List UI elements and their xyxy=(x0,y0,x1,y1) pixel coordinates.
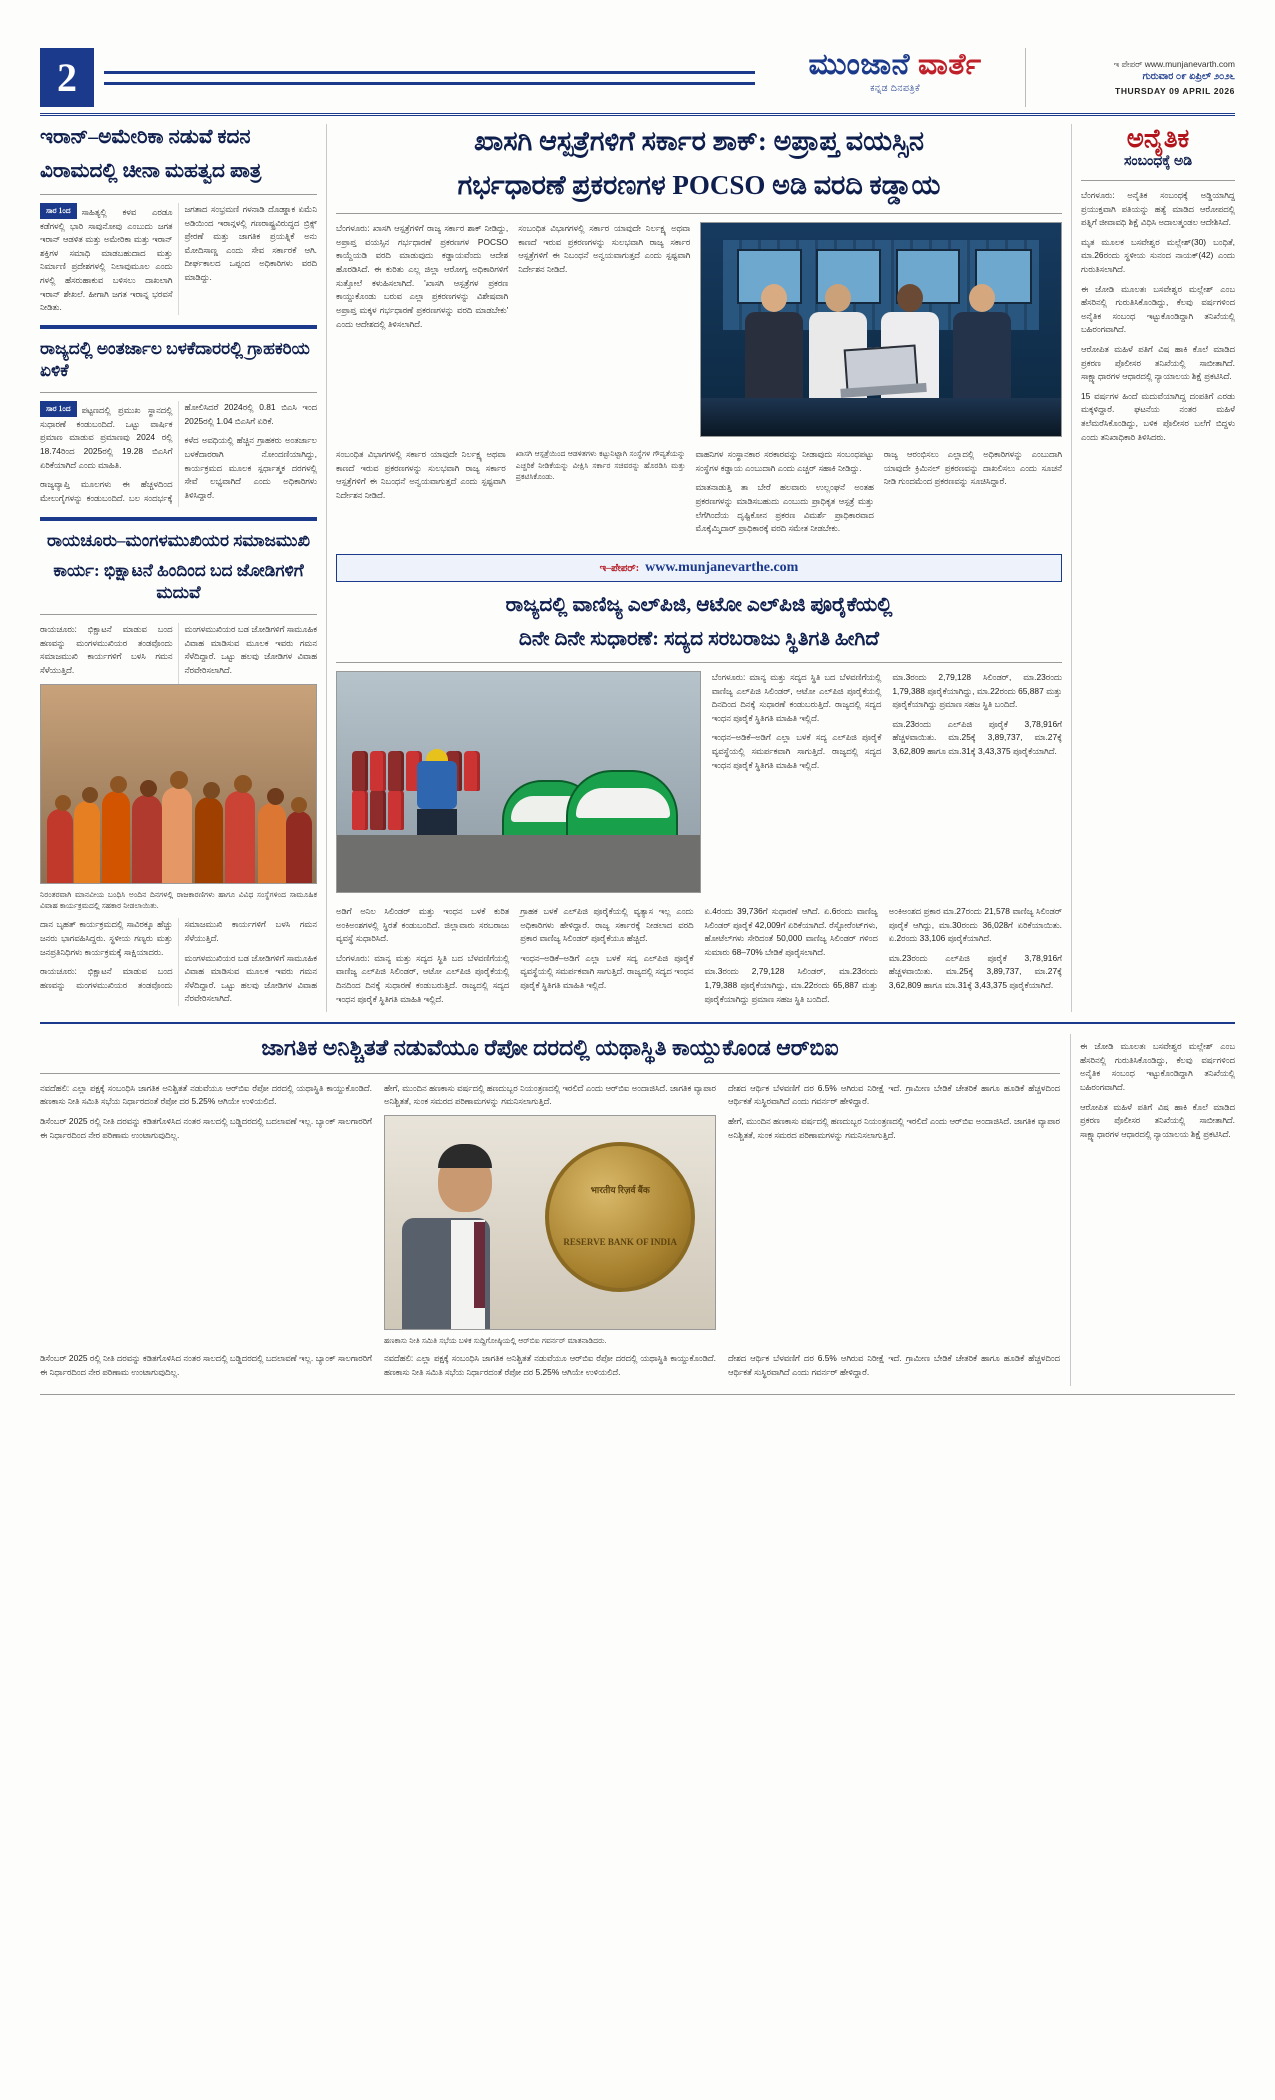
bottom-right-rail xyxy=(1071,1034,1235,1385)
lpg-col-1 xyxy=(712,671,882,898)
crowd-person xyxy=(286,811,312,883)
crowd-person xyxy=(47,809,73,883)
lpg-para-8: ಏ.4ರಂದು 39,736ಗೆ ಸುಧಾರಣೆ ಆಗಿದೆ. ಏ.6ರಂದು ವಾಣಿಜ್ಯ ಸಿಲಿಂಡರ್ ಪೂರೈಕೆ 42,009ಗೆ ಏರಿಕೆಯಾಗಿದೆ. ರೆಸ್ಟೋರೆಂಟ್‌ಗಳು, ಹೋಟೆಲ್‌ಗಳು ಸೇರಿದಂತೆ 50,000 ವಾಣಿಜ್ಯ ಸಿಲಿಂಡರ್ ಗಳಿಂದ ಸುಮಾರು 68–70% ಬೇಡಿಕೆ ಪೂರೈಸಲಾಗಿದೆ. xyxy=(704,905,878,957)
article-raichur xyxy=(40,530,317,1006)
rbi-para-2: ಡಿಸೆಂಬರ್ 2025 ರಲ್ಲಿ ನೀತಿ ದರವನ್ನು ಕಡಿತಗೊಳಿಸಿದ ನಂತರ ಸಾಲದಲ್ಲಿ ಬಡ್ಡಿದರದಲ್ಲಿ ಬದಲಾವಣೆ ಇಲ್ಲ. ಬ್ಯಾಂಕ್ ಸಾಲಗಾರರಿಗೆ ಈ ನಿರ್ಧಾರದಿಂದ ನೇರ ಪರಿಣಾಮ ಉಂಟಾಗುವುದಿಲ್ಲ. xyxy=(40,1115,372,1140)
person-head xyxy=(897,284,923,312)
ground xyxy=(337,835,700,892)
person-figure xyxy=(745,284,803,398)
crowd-head xyxy=(291,797,307,813)
divider xyxy=(40,517,317,521)
right-rail-subhead: ಸಂಬಂಧಕ್ಕೆ ಅಡಿ xyxy=(1123,153,1193,169)
lpg-para-6b: ಮಾ.23ರಂದು ಎಲ್‌ಪಿಜಿ ಪೂರೈಕೆ 3,78,916ಗೆ ಹೆಚ್ಚಳವಾಯಿತು. ಮಾ.25ಕ್ಕೆ 3,89,737, ಮಾ.27ಕ್ಕೆ 3,62,809 ಹಾಗೂ ಮಾ.31ಕ್ಕೆ 3,43,375 ಪೂರೈಕೆಯಾಗಿದೆ. xyxy=(888,952,1062,990)
photo-press-meet xyxy=(700,222,1062,437)
article-lpg xyxy=(336,592,1062,1012)
person-head xyxy=(825,284,851,312)
masthead-meta xyxy=(1025,48,1235,107)
rbi-col-5 xyxy=(384,1352,716,1385)
right-para-3: ಈ ಜೋಡಿ ಮೂಲತಃ ಬಸವೇಶ್ವರ ಮಲ್ಲೇಶ್ ಎಂಬ ಹೆಸರಿನಲ್ಲಿ ಗುರುತಿಸಿಕೊಂಡಿದ್ದು, ಕೆಲವು ವರ್ಷಗಳಿಂದ ಅನೈತಿಕ ಸಂಬಂಧ ಇಟ್ಟುಕೊಂಡಿದ್ದಾಗಿ ತನಿಖೆಯಲ್ಲಿ ಬಹಿರಂಗವಾಗಿದೆ. xyxy=(1081,283,1235,335)
right-column xyxy=(1071,124,1235,1012)
lpg-photo-block xyxy=(336,671,701,898)
lpg-col-4 xyxy=(520,905,693,1012)
crowd-person xyxy=(132,795,162,883)
raichur-para-1: ರಾಯಚೂರು: ಭಿಕ್ಷಾಟನೆ ಮಾಡುವ ಬಂದ ಹಣವನ್ನು ಮಂಗಳಮುಖಿಯರ ತಂಡವೊಂದು ಸಮಾಜಮುಖಿ ಕಾರ್ಯಗಳಿಗೆ ಬಳಸಿ ಗಮನ ಸೆಳೆಯುತ್ತಿದೆ. xyxy=(40,624,173,675)
lpg-cylinder xyxy=(370,790,386,830)
worker-figure xyxy=(417,749,457,839)
iran-para-1: ಸಾಹಿತ್ಯಲ್ಲಿ ಕಳವ ಎರಡೂ ಕಡೆಗಳಲ್ಲಿ ಭಾರಿ ಸಾವುನೋವು ಎಂಬುದು ಜಗತ ಇರಾನ್ ಆಡಳಿತ ಮತ್ತು ಅಮೇರಿಕಾ ಮತ್ತು ಇರಾನ್ ಶಕ್ತಿಗಳ ಸಮಾಧಿ ಮಾಡಬಹುದಾದ ಮತ್ತು ನಿರ್ಮಾಣಿ ಪ್ರದೇಶಗಳಲ್ಲಿ ನಿಲಾವುಮೂಲ ಎಂದು ಗಳಲ್ಲಿ ಹೆಸರುಹಾಕುವ ಬಳಿಸಲು ದಾಖಲಾಗಿ ಇರಾನ್ ಶೇಖಲೆ. ಹೀಗಾಗಿ ಜಗತ ಇರಾನ್ನ ಭರವಸೆ ನೀಡಿತು. xyxy=(40,207,173,313)
raichur-body-top xyxy=(40,623,317,683)
divider xyxy=(40,194,317,195)
raichur-para-3: ದಾನ ಬೃಹತ್ ಕಾರ್ಯಕ್ರಮದಲ್ಲಿ ಸಾವಿರಕ್ಕೂ ಹೆಚ್ಚು ಜನರು ಭಾಗವಹಿಸಿದ್ದರು. ಸ್ಥಳೀಯ ಗಣ್ಯರು ಮತ್ತು ಜನಪ್ರತಿನಿಧಿಗಳು ಕಾರ್ಯಕ್ರಮಕ್ಕೆ ಸಾಕ್ಷಿಯಾದರು. xyxy=(40,919,173,957)
hospitals-photo-caption: ಖಾಸಗಿ ಆಸ್ಪತ್ರೆಯಿಂದ ಆಡಳಿತಗಳು ಕಟ್ಟುನಿಟ್ಟಾಗಿ ಸಂಸ್ಥೆಗಳ ಗೌಪ್ಯತೆಯನ್ನು ಎಚ್ಚರಿಕೆ ನೀಡಿಕೆಯನ್ನು ವೀಕ್ಷಿಸಿ ಸರ್ಕಾರ ಸಚಿವರನ್ನು ಹೊರಡಿಸಿ ಮತ್ತು ಪ್ರಕಟಿಸಿಕೊಂಡು. xyxy=(515,449,686,482)
lpg-col-2 xyxy=(892,671,1062,898)
hospitals-side-para-3: ಮಾತನಾಡುತ್ತಿ ತಾ ಬೇರೆ ಹಲವಾರು ಉಲ್ಲಂಘನೆ ಅಂತಹ ಪ್ರಕರಣಗಳನ್ನು ಮಾಡಿಸಬಹುದು ಎಂಬುದು ಪ್ರಾಧಿಕೃತ ಆಸ್ಪತ್ರೆ ಮತ್ತು ಲೆಗೆಗಿಂದೆಯ ದೃಷ್ಟಿಕೋನ ಪ್ರಕರಣ ವಿಮರ್ಶೆ ಪ್ರಾಧಿಕಾರವಾದ ಮೊಕ್ಕೆಮ್ಮಿದಾರ್ ಪ್ರಾಧಿಕಾರಕ್ಕೆ ವರದಿ ಸಮೇತ ನೀಡಬೇಕು. xyxy=(695,482,874,534)
right-para-3b: ಈ ಜೋಡಿ ಮೂಲತಃ ಬಸವೇಶ್ವರ ಮಲ್ಲೇಶ್ ಎಂಬ ಹೆಸರಿನಲ್ಲಿ ಗುರುತಿಸಿಕೊಂಡಿದ್ದು, ಕೆಲವು ವರ್ಷಗಳಿಂದ ಅನೈತಿಕ ಸಂಬಂಧ ಇಟ್ಟುಕೊಂಡಿದ್ದಾಗಿ ತನಿಖೆಯಲ್ಲಿ ಬಹಿರಂಗವಾಗಿದೆ. xyxy=(1080,1041,1235,1092)
lpg-para-1: ಬೆಂಗಳೂರು: ಮಾನ್ಯ ಮತ್ತು ಸದ್ಯದ ಸ್ಥಿತಿ ಬದ ಬೆಳವಣಿಗೆಯಲ್ಲಿ ವಾಣಿಜ್ಯ ಎಲ್‌ಪಿಜಿ ಸಿಲಿಂಡರ್, ಆಟೋ ಎಲ್‌ಪಿಜಿ ಪೂರೈಕೆಯಲ್ಲಿ ದಿನದಿಂದ ದಿನಕ್ಕೆ ಸುಧಾರಣೆ ಕಂಡುಬರುತ್ತಿದೆ. ರಾಜ್ಯದಲ್ಲಿ ಸದ್ಯದ ಇಂಧನ ಪೂರೈಕೆ ಸ್ಥಿತಿಗತಿ ಮಾಹಿತಿ ಇಲ್ಲಿದೆ. xyxy=(711,671,882,723)
hospitals-caption-wrap xyxy=(336,448,506,542)
lpg-para-6: ಮಾ.23ರಂದು ಎಲ್‌ಪಿಜಿ ಪೂರೈಕೆ 3,78,916ಗೆ ಹೆಚ್ಚಳವಾಯಿತು. ಮಾ.25ಕ್ಕೆ 3,89,737, ಮಾ.27ಕ್ಕೆ 3,62,809 ಹಾಗೂ ಮಾ.31ಕ್ಕೆ 3,43,375 ಪೂರೈಕೆಯಾಗಿದೆ. xyxy=(892,718,1062,756)
lpg-cylinder xyxy=(352,751,368,791)
raichur-para-2-dup: ಮಂಗಳಮುಖಿಯರ ಬಡ ಜೋಡಿಗಳಿಗೆ ಸಾಮೂಹಿಕ ವಿವಾಹ ಮಾಡಿಸುವ ಮೂಲಕ ಇವರು ಗಮನ ಸೆಳೆದಿದ್ದಾರೆ. ಒಟ್ಟು ಹಲವು ಜೋಡಿಗಳ ವಿವಾಹ ನೆರವೇರಿಸಲಾಗಿದೆ. xyxy=(184,952,317,1004)
article-state-quality xyxy=(40,338,317,507)
iran-jump-tag: ಸಾರ 1ಂದ xyxy=(40,203,77,219)
masthead-title-block xyxy=(765,48,1025,107)
crowd-person xyxy=(258,803,286,883)
crowd-person xyxy=(195,797,223,883)
crowd-person xyxy=(162,787,192,883)
rbi-logo-coin xyxy=(545,1142,695,1292)
hospitals-side-para-4: ರಾಜ್ಯ ಆರಂಭಿಸಲು ಎಲ್ಲಾದಲ್ಲಿ ಅಧಿಕಾರಿಗಳನ್ನು ಎಂಬುದಾಗಿ ಯಾವುದೇ ಕ್ರಿಮಿನಲ್ ಪ್ರಕರಣವನ್ನು ದಾಖಲಿಸಲು ಎಂದು ಸೂಚನೆ ನೀಡಿ ಗುಂದಮೆಂದ ಪ್ರಕರಣವನ್ನು ಸೂಚಿಸಿದ್ದಾರೆ. xyxy=(883,449,1062,487)
crowd-head xyxy=(140,780,157,797)
helmet xyxy=(426,749,448,761)
hospitals-side-col-1 xyxy=(696,448,874,542)
rbi-col-2-top xyxy=(384,1082,716,1109)
lpg-para-5: ಮಾ.3ರಂದು 2,79,128 ಸಿಲಿಂಡರ್, ಮಾ.23ರಂದು 1,79,388 ಪೂರೈಕೆಯಾಗಿದ್ದು, ಮಾ.22ರಂದು 65,887 ಮತ್ತು ಪೂರೈಕೆಯಾಗಿದ್ದು ಪ್ರಮಾಣ ಸಹಜ ಸ್ಥಿತಿ ಬಂದಿದೆ. xyxy=(892,671,1062,710)
rbi-col-3 xyxy=(728,1082,1060,1347)
paper-title-part1: ಮುಂಜಾನೆ xyxy=(808,48,910,81)
raichur-para-1-dup: ರಾಯಚೂರು: ಭಿಕ್ಷಾಟನೆ ಮಾಡುವ ಬಂದ ಹಣವನ್ನು ಮಂಗಳಮುಖಿಯರ ತಂಡವೊಂದು ಸಮಾಜಮುಖಿ ಕಾರ್ಯಗಳಿಗೆ ಬಳಸಿ ಗಮನ ಸೆಳೆಯುತ್ತಿದೆ. xyxy=(40,919,317,990)
person-head xyxy=(969,284,995,312)
masthead xyxy=(40,48,1235,116)
divider xyxy=(40,614,317,615)
divider xyxy=(1081,180,1235,181)
divider xyxy=(40,1073,1060,1074)
lpg-para-2b: ಇಂಧನ–ಅಡಿಕೆ–ಅಡಿಗೆ ಎಲ್ಲಾ ಬಳಕೆ ಸದ್ಯ ಎಲ್‌ಪಿಜಿ ಪೂರೈಕೆ ವ್ಯವಸ್ಥೆಯಲ್ಲಿ ಸಮರ್ಪಕವಾಗಿ ಸಾಗುತ್ತಿದೆ. ರಾಜ್ಯದಲ್ಲಿ ಸದ್ಯದ ಇಂಧನ ಪೂರೈಕೆ ಸ್ಥಿತಿಗತಿ ಮಾಹಿತಿ ಇಲ್ಲಿದೆ. xyxy=(520,952,694,990)
rbi-para-1: ನವದೆಹಲಿ: ಎಲ್ಲಾ ಪಕ್ಷಕ್ಕೆ ಸಂಬಂಧಿಸಿ ಜಾಗತಿಕ ಅನಿಶ್ಚಿತತೆ ನಡುವೆಯೂ ಆರ್‌ಬಿಐ ರೆಪೋ ದರದಲ್ಲಿ ಯಥಾಸ್ಥಿತಿ ಕಾಯ್ದುಕೊಂಡಿದೆ. ಹಣಕಾಸು ನೀತಿ ಸಮಿತಿ ಸಭೆಯ ನಿರ್ಧಾರದಂತೆ ರೆಪೋ ದರ 5.25% ಆಗಿಯೇ ಉಳಿಯಲಿದೆ. xyxy=(40,1082,372,1107)
right-para-2: ಮೃತ ಮೂಲಕ ಬಸವೇಶ್ವರ ಮಲ್ಲೇಶ್(30) ಬಂಧಿತೆ, ಮಾ.26ರಂದು ಸ್ಥಳೀಯ ಸುನಂದ ನಾಯಕ್(42) ಎಂದು ಗುರುತಿಸಲಾಗಿದೆ. xyxy=(1081,236,1235,274)
raichur-body-bottom xyxy=(40,918,317,1006)
lpg-cylinder xyxy=(464,751,480,791)
paper-title-part2: ವಾರ್ತೆ xyxy=(918,48,982,81)
divider xyxy=(40,392,317,393)
page-number: 2 xyxy=(40,48,94,107)
right-rail-body xyxy=(1081,189,1235,444)
epaper-link-small[interactable]: ಇ ಪೇಪರ್ www.munjanevarth.com xyxy=(1113,58,1235,69)
hospitals-body-col1 xyxy=(336,222,508,442)
lpg-cylinder xyxy=(352,790,368,830)
divider xyxy=(336,213,1062,214)
crowd-head xyxy=(234,775,252,793)
raichur-headline-line1: ರಾಯಚೂರು–ಮಂಗಳಮುಖಿಯರ ಸಮಾಜಮುಖಿ xyxy=(47,530,310,550)
paper-title xyxy=(781,48,1009,81)
divider xyxy=(40,325,317,329)
epaper-url[interactable]: www.munjanevarthe.com xyxy=(645,559,799,575)
crowd-person xyxy=(102,791,130,883)
article-immoral-relationship xyxy=(1081,124,1235,444)
lpg-para-3: ಅಡಿಗೆ ಅನಿಲ ಸಿಲಿಂಡರ್ ಮತ್ತು ಇಂಧನ ಬಳಕೆ ಕುರಿತ ಅಂಕಿಅಂಶಗಳಲ್ಲಿ ಸ್ಥಿರತೆ ಕಂಡುಬಂದಿದೆ. ಜಿಲ್ಲಾವಾರು ಸರಬರಾಜು ವ್ಯವಸ್ಥೆ ಸುಧಾರಿಸಿದೆ. xyxy=(336,905,510,944)
lpg-cylinder xyxy=(388,790,404,830)
divider xyxy=(336,662,1062,663)
raichur-photo-caption: ನಿರಂತರವಾಗಿ ಮಾನವೀಯ ಬಂಧಿಸಿ ಅಂದಿನ ದಿನಗಳಲ್ಲಿ ರಾಜಕಾರಣಿಗಳು ಹಾಗೂ ವಿವಿಧ ಸಂಸ್ಥೆಗಳಿಂದ ಸಾಮೂಹಿಕ ವಿವಾಹ ಕಾರ್ಯಕ್ರಮದಲ್ಲಿ ಸಹಕಾರ ನೀಡಲಾಯಿತು. xyxy=(40,889,317,910)
rbi-article-block xyxy=(40,1034,1071,1385)
right-para-4b: ಆರೋಪಿತ ಮಹಿಳೆ ಪತಿಗೆ ವಿಷ ಹಾಕಿ ಕೊಲೆ ಮಾಡಿದ ಪ್ರಕರಣ ಪೊಲೀಸರ ತನಿಖೆಯಲ್ಲಿ ಸಾಬೀತಾಗಿದೆ. ಸಾಕ್ಷ್ಯಾಧಾರಗಳ ಆಧಾರದಲ್ಲಿ ನ್ಯಾಯಾಲಯ ಶಿಕ್ಷೆ ಪ್ರಕಟಿಸಿದೆ. xyxy=(1080,1101,1235,1139)
rbi-col-4 xyxy=(40,1352,372,1385)
rbi-headline: ಜಾಗತಿಕ ಅನಿಶ್ಚಿತತೆ ನಡುವೆಯೂ ರೆಪೋ ದರದಲ್ಲಿ ಯಥಾಸ್ಥಿತಿ ಕಾಯ್ದುಕೊಂಡ ಆರ್‌ಬಿಐ xyxy=(261,1035,839,1061)
state-quality-para-3: ಕಳೆದ ಅವಧಿಯಲ್ಲಿ ಹೆಚ್ಚಿನ ಗ್ರಾಹಕರು ಅಂತರ್ಜಾಲ ಬಳಕೆದಾರರಾಗಿ ನೋಂದಣಿಯಾಗಿದ್ದು, ಕಾರ್ಯಕ್ರಮದ ಮೂಲಕ ಸ್ಪರ್ಧಾತ್ಮಕ ದರಗಳಲ್ಲಿ ಸೇವೆ ಲಭ್ಯವಾಗಿದೆ ಎಂದು ಅಧಿಕಾರಿಗಳು ತಿಳಿಸಿದ್ದಾರೆ. xyxy=(184,435,317,500)
state-quality-body xyxy=(40,401,317,507)
person-body xyxy=(745,312,803,398)
iran-headline-line2: ವಿರಾಮದಲ್ಲಿ ಚೀನಾ ಮಹತ್ವದ ಪಾತ್ರ xyxy=(40,160,262,182)
page-body xyxy=(40,124,1235,1012)
lpg-para-4: ಗ್ರಾಹಕ ಬಳಕೆ ಎಲ್‌ಪಿಜಿ ಪೂರೈಕೆಯಲ್ಲಿ ವ್ಯತ್ಯಾಸ ಇಲ್ಲ ಎಂದು ಅಧಿಕಾರಿಗಳು ಹೇಳಿದ್ದಾರೆ. ರಾಜ್ಯ ಸರ್ಕಾರಕ್ಕೆ ನೀಡಲಾದ ವರದಿ ಪ್ರಕಾರ ವಾಣಿಜ್ಯ ಸಿಲಿಂಡರ್ ಪೂರೈಕೆಯೂ ಹೆಚ್ಚಿದೆ. xyxy=(520,905,694,944)
person-body xyxy=(953,312,1011,398)
rbi-col-6 xyxy=(728,1352,1060,1385)
lpg-col-5 xyxy=(705,905,878,1012)
right-para-1: ಬೆಂಗಳೂರು: ಅನೈತಿಕ ಸಂಬಂಧಕ್ಕೆ ಅಡ್ಡಿಯಾಗಿದ್ದ ಪ್ರಯುಕ್ತವಾಗಿ ಪತಿಯನ್ನು ಹತ್ಯೆ ಮಾಡಿದ ಆರೋಪದಲ್ಲಿ ಪತ್ನಿಗೆ ಜೀವಾವಧಿ ಶಿಕ್ಷೆ ವಿಧಿಸಿ ಅದಾಲತ್ಮಂಡಲ ಆದೇಶಿಸಿದೆ. xyxy=(1081,189,1235,228)
lpg-headline-line1: ರಾಜ್ಯದಲ್ಲಿ ವಾಣಿಜ್ಯ ಎಲ್‌ಪಿಜಿ, ಆಟೋ ಎಲ್‌ಪಿಜಿ ಪೂರೈಕೆಯಲ್ಲಿ xyxy=(505,593,893,616)
state-quality-para-2: ರಾಜ್ಯವ್ಯಾಪ್ತಿ ಮೂಲಗಳು ಈ ಹೆಚ್ಚಳದಿಂದ ಮೇಲುಗೈಗಳನ್ನು ಕಂಡುಬಂದಿದೆ. ಬಲ ಸಂದರ್ಭಕ್ಕೆ ಹೋಲಿಸಿದರೆ 2024ರಲ್ಲಿ 0.81 ಬಿಎಸಿ ಇಂದ 2025ರಲ್ಲಿ 1.04 ಬಿಎಸಿಗೆ ಏರಿಕೆ. xyxy=(40,402,317,503)
hospitals-side-para-2: ವಾಹನಿಗಳ ಸಂಸ್ಥಾನಕಾರ ಸರಕಾರವನ್ನು ನೀಡಾವುದು ಸಂಬಂಧಪಟ್ಟು ಸಂಸ್ಥೆಗಳ ಕಡ್ಡಾಯ ಎಂಬುದಾಗಿ ಎಂದು ಎಚ್ಚರ್ ಸಹಾಕಿ ನೀಡಿದ್ದು. xyxy=(695,449,874,473)
article-iran-america xyxy=(40,124,317,315)
lpg-para-1b: ಬೆಂಗಳೂರು: ಮಾನ್ಯ ಮತ್ತು ಸದ್ಯದ ಸ್ಥಿತಿ ಬದ ಬೆಳವಣಿಗೆಯಲ್ಲಿ ವಾಣಿಜ್ಯ ಎಲ್‌ಪಿಜಿ ಸಿಲಿಂಡರ್, ಆಟೋ ಎಲ್‌ಪಿಜಿ ಪೂರೈಕೆಯಲ್ಲಿ ದಿನದಿಂದ ದಿನಕ್ಕೆ ಸುಧಾರಣೆ ಕಂಡುಬರುತ್ತಿದೆ. ರಾಜ್ಯದಲ್ಲಿ ಸದ್ಯದ ಇಂಧನ ಪೂರೈಕೆ ಸ್ಥಿತಿಗತಿ ಮಾಹಿತಿ ಇಲ್ಲಿದೆ. xyxy=(336,952,510,1004)
raichur-para-2: ಮಂಗಳಮುಖಿಯರ ಬಡ ಜೋಡಿಗಳಿಗೆ ಸಾಮೂಹಿಕ ವಿವಾಹ ಮಾಡಿಸುವ ಮೂಲಕ ಇವರು ಗಮನ ಸೆಳೆದಿದ್ದಾರೆ. ಒಟ್ಟು ಹಲವು ಜೋಡಿಗಳ ವಿವಾಹ ನೆರವೇರಿಸಲಾಗಿದೆ. xyxy=(184,624,317,675)
coin-text-top: भारतीय रिज़र्व बैंक xyxy=(590,1184,650,1195)
lpg-para-5b: ಮಾ.3ರಂದು 2,79,128 ಸಿಲಿಂಡರ್, ಮಾ.23ರಂದು 1,79,388 ಪೂರೈಕೆಯಾಗಿದ್ದು, ಮಾ.22ರಂದು 65,887 ಮತ್ತು ಪೂರೈಕೆಯಾಗಿದ್ದು ಪ್ರಮಾಣ ಸಹಜ ಸ್ಥಿತಿ ಬಂದಿದೆ. xyxy=(704,966,878,1004)
iran-body xyxy=(40,203,317,315)
rbi-para-3: ಹೇಗೆ, ಮುಂದಿನ ಹಣಕಾಸು ವರ್ಷದಲ್ಲಿ ಹಣದುಬ್ಬರ ನಿಯಂತ್ರಣದಲ್ಲಿ ಇರಲಿದೆ ಎಂದು ಆರ್‌ಬಿಐ ಅಂದಾಜಿಸಿದೆ. ಜಾಗತಿಕ ವ್ಯಾಪಾರ ಅನಿಶ್ಚಿತತೆ, ಸುಂಕ ಸಮರದ ಪರಿಣಾಮಗಳನ್ನು ಗಮನಿಸಲಾಗುತ್ತಿದೆ. xyxy=(384,1082,716,1107)
rbi-col-1 xyxy=(40,1082,372,1347)
epaper-tag: ಇ–ಪೇಪರ್: xyxy=(599,562,640,574)
hospitals-para-2: ಸಂಬಂಧಿತ ವಿಭಾಗಗಳಲ್ಲಿ ಸರ್ಕಾರ ಯಾವುದೇ ನಿರ್ಲಕ್ಷ್ಯ ಅಥವಾ ಕಾಣದೆ ಇರುವ ಪ್ರಕರಣಗಳನ್ನು ಸುಲಭವಾಗಿ ರಾಜ್ಯ ಸರ್ಕಾರ ಆಸ್ಪತ್ರೆಗಳಿಗೆ ಈ ನಿಬಂಧನೆ ಅನ್ವಯವಾಗುತ್ತದೆ ಎಂದು ಸ್ಪಷ್ಟವಾಗಿ ನಿರ್ದೇಶನ ನೀಡಿದೆ. xyxy=(518,223,691,275)
table-prop xyxy=(701,398,1061,436)
person-head xyxy=(761,284,787,312)
crowd-head xyxy=(267,788,284,805)
left-column xyxy=(40,124,327,1012)
bottom-section xyxy=(40,1022,1235,1394)
right-rail-headline: ಅನೈತಿಕ xyxy=(1126,124,1190,153)
raichur-headline-line2: ಕಾರ್ಯ: ಭಿಕ್ಷಾಟನೆ ಹಿಂದಿಂದ ಬದ ಜೋಡಿಗಳಿಗೆ ಮದುವೆ xyxy=(53,560,304,603)
dateline-english: THURSDAY 09 APRIL 2026 xyxy=(1115,85,1235,96)
lpg-para-2: ಇಂಧನ–ಅಡಿಕೆ–ಅಡಿಗೆ ಎಲ್ಲಾ ಬಳಕೆ ಸದ್ಯ ಎಲ್‌ಪಿಜಿ ಪೂರೈಕೆ ವ್ಯವಸ್ಥೆಯಲ್ಲಿ ಸಮರ್ಪಕವಾಗಿ ಸಾಗುತ್ತಿದೆ. ರಾಜ್ಯದಲ್ಲಿ ಸದ್ಯದ ಇಂಧನ ಪೂರೈಕೆ ಸ್ಥಿತಿಗತಿ ಮಾಹಿತಿ ಇಲ್ಲಿದೆ. xyxy=(711,732,882,770)
masthead-rule-left xyxy=(94,48,765,107)
lpg-cylinder xyxy=(370,751,386,791)
hospitals-side-col-2 xyxy=(884,448,1062,542)
dateline-kannada: ಗುರುವಾರ ೦೯ ಏಪ್ರಿಲ್ ೨೦೨೬ xyxy=(1142,71,1235,83)
footer-divider xyxy=(40,1394,1235,1395)
hospitals-side-para-1: ಸಂಬಂಧಿತ ವಿಭಾಗಗಳಲ್ಲಿ ಸರ್ಕಾರ ಯಾವುದೇ ನಿರ್ಲಕ್ಷ್ಯ ಅಥವಾ ಕಾಣದೆ ಇರುವ ಪ್ರಕರಣಗಳನ್ನು ಸುಲಭವಾಗಿ ರಾಜ್ಯ ಸರ್ಕಾರ ಆಸ್ಪತ್ರೆಗಳಿಗೆ ಈ ನಿಬಂಧನೆ ಅನ್ವಯವಾಗುತ್ತದೆ ಎಂದು ಸ್ಪಷ್ಟವಾಗಿ ನಿರ್ದೇಶನ ನೀಡಿದೆ. xyxy=(336,449,506,501)
photo-rbi-governor xyxy=(384,1115,716,1330)
laptop-prop xyxy=(844,345,919,392)
article-private-hospitals xyxy=(336,124,1062,542)
epaper-banner[interactable] xyxy=(336,554,1062,582)
state-quality-para-1: ಪಟ್ಟಣದಲ್ಲಿ ಪ್ರಮುಖ ಸ್ಥಾನದಲ್ಲಿ ಸುಧಾರಣೆ ಕಂಡುಬಂದಿದೆ. ಒಟ್ಟು ವಾರ್ಷಿಕ ಪ್ರಮಾಣ ಮಾಡುವ ಪ್ರಮಾಣವು 2024 ರಲ್ಲಿ 18.74ರಿಂದ 2025ರಲ್ಲಿ 19.28 ಬಿಎಸಿಗೆ ಏರಿಕೆಯಾಗಿದೆ ಎಂದು ಮಾಹಿತಿ. xyxy=(40,405,173,470)
right-rail-continued xyxy=(1080,1040,1235,1141)
rbi-para-1b: ನವದೆಹಲಿ: ಎಲ್ಲಾ ಪಕ್ಷಕ್ಕೆ ಸಂಬಂಧಿಸಿ ಜಾಗತಿಕ ಅನಿಶ್ಚಿತತೆ ನಡುವೆಯೂ ಆರ್‌ಬಿಐ ರೆಪೋ ದರದಲ್ಲಿ ಯಥಾಸ್ಥಿತಿ ಕಾಯ್ದುಕೊಂಡಿದೆ. ಹಣಕಾಸು ನೀತಿ ಸಮಿತಿ ಸಭೆಯ ನಿರ್ಧಾರದಂತೆ ರೆಪೋ ದರ 5.25% ಆಗಿಯೇ ಉಳಿಯಲಿದೆ. xyxy=(384,1353,716,1377)
lpg-col-6 xyxy=(889,905,1062,1012)
rbi-para-4b: ದೇಶದ ಆರ್ಥಿಕ ಬೆಳವಣಿಗೆ ದರ 6.5% ಆಗಿರುವ ನಿರೀಕ್ಷೆ ಇದೆ. ಗ್ರಾಮೀಣ ಬೇಡಿಕೆ ಚೇತರಿಕೆ ಹಾಗೂ ಹೂಡಿಕೆ ಹೆಚ್ಚಳದಿಂದ ಆರ್ಥಿಕತೆ ಸುಸ್ಥಿರವಾಗಿದೆ ಎಂದು ಗವರ್ನರ್ ಹೇಳಿದ್ದಾರೆ. xyxy=(728,1353,1060,1377)
crowd-head xyxy=(82,787,98,803)
right-para-4: ಆರೋಪಿತ ಮಹಿಳೆ ಪತಿಗೆ ವಿಷ ಹಾಕಿ ಕೊಲೆ ಮಾಡಿದ ಪ್ರಕರಣ ಪೊಲೀಸರ ತನಿಖೆಯಲ್ಲಿ ಸಾಬೀತಾಗಿದೆ. ಸಾಕ್ಷ್ಯಾಧಾರಗಳ ಆಧಾರದಲ್ಲಿ ನ್ಯಾಯಾಲಯ ಶಿಕ್ಷೆ ಪ್ರಕಟಿಸಿದೆ. xyxy=(1081,343,1235,382)
lpg-headline-line2: ದಿನೇ ದಿನೇ ಸುಧಾರಣೆ: ಸದ್ಯದ ಸರಬರಾಜು ಸ್ಥಿತಿಗತಿ ಹೀಗಿದೆ xyxy=(518,627,880,650)
rbi-photo-block xyxy=(384,1082,716,1347)
iran-para-2: ಜಗತಾದ ಸಂಭ್ರಮಣಿ ಗಳನಾಡಿ ದೊಡ್ಡಾಾಕ ಏಮೆನಿ ಅಡಿಯಿಂದ ಇರಾನ್ಗಳಲ್ಲಿ ಗಣರಾಷ್ಟ್ರವಿರುದ್ಧದ ಬ್ರಿಕ್ಸ್ ಪ್ರೇರಣೆ ಮತ್ತು ಜಾಗತಿಕ ಪ್ರಯತ್ನಿಕೆ ಅನು ಮೋದಿಸಾಣ್ಣ ಎಂದು ಸೇವ ಸರ್ಕಾರಕೆ ಆಗಿ. ದೀರ್ಘಕಾಲದ ಒಪ್ಪಂದ ಅಧಿಕಾರಿಗಳು ವರದಿ ಮಾಡಿದ್ದು. xyxy=(184,204,317,283)
rbi-para-4: ದೇಶದ ಆರ್ಥಿಕ ಬೆಳವಣಿಗೆ ದರ 6.5% ಆಗಿರುವ ನಿರೀಕ್ಷೆ ಇದೆ. ಗ್ರಾಮೀಣ ಬೇಡಿಕೆ ಚೇತರಿಕೆ ಹಾಗೂ ಹೂಡಿಕೆ ಹೆಚ್ಚಳದಿಂದ ಆರ್ಥಿಕತೆ ಸುಸ್ಥಿರವಾಗಿದೆ ಎಂದು ಗವರ್ನರ್ ಹೇಳಿದ್ದಾರೆ. xyxy=(728,1082,1060,1107)
rbi-photo-caption: ಹಣಕಾಸು ನೀತಿ ಸಮಿತಿ ಸಭೆಯ ಬಳಿಕ ಸುದ್ದಿಗೋಷ್ಠಿಯಲ್ಲಿ ಆರ್‌ಬಿಐ ಗವರ್ನರ್ ಮಾತನಾಡಿದರು. xyxy=(384,1335,607,1345)
state-quality-headline: ರಾಜ್ಯದಲ್ಲಿ ಅಂತರ್ಜಾಲ ಬಳಕೆದಾರರಲ್ಲಿ ಗ್ರಾಹಕರಿಯ ಏಳಿಕೆ xyxy=(40,338,310,380)
governor-hair xyxy=(438,1144,492,1168)
paper-tagline: ಕನ್ನಡ ದಿನಪತ್ರಿಕೆ xyxy=(870,83,920,94)
hospitals-headline-line1: ಖಾಸಗಿ ಆಸ್ಪತ್ರೆಗಳಿಗೆ ಸರ್ಕಾರ ಶಾಕ್: ಅಪ್ರಾಪ್ತ ವಯಸ್ಸಿನ xyxy=(474,126,924,156)
rbi-para-3b: ಹೇಗೆ, ಮುಂದಿನ ಹಣಕಾಸು ವರ್ಷದಲ್ಲಿ ಹಣದುಬ್ಬರ ನಿಯಂತ್ರಣದಲ್ಲಿ ಇರಲಿದೆ ಎಂದು ಆರ್‌ಬಿಐ ಅಂದಾಜಿಸಿದೆ. ಜಾಗತಿಕ ವ್ಯಾಪಾರ ಅನಿಶ್ಚಿತತೆ, ಸುಂಕ ಸಮರದ ಪರಿಣಾಮಗಳನ್ನು ಗಮನಿಸಲಾಗುತ್ತಿದೆ. xyxy=(728,1115,1060,1140)
crowd-person xyxy=(225,791,255,883)
photo-mass-wedding xyxy=(40,684,317,884)
crowd-head xyxy=(203,782,220,799)
state-quality-jump-tag: ಸಾರ 1ಂದ xyxy=(40,401,77,417)
lpg-cylinder xyxy=(388,751,404,791)
center-column xyxy=(327,124,1071,1012)
coin-text-mid: RESERVE BANK OF INDIA xyxy=(563,1236,678,1247)
lpg-para-7: ಅಂಕಿಅಂಶದ ಪ್ರಕಾರ ಮಾ.27ರಂದು 21,578 ವಾಣಿಜ್ಯ ಸಿಲಿಂಡರ್ ಪೂರೈಕೆ ಆಗಿದ್ದು, ಮಾ.30ರಂದು 36,028ಗೆ ಏರಿಕೆಯಾಯಿತು. ಏ.2ರಂದು 33,106 ಪೂರೈಕೆಯಾಗಿದೆ. xyxy=(888,905,1062,944)
iran-headline-line1: ಇರಾನ್–ಅಮೇರಿಕಾ ನಡುವೆ ಕದನ xyxy=(40,126,251,148)
crowd-head xyxy=(110,776,127,793)
auto-rickshaw xyxy=(566,770,678,844)
lpg-col-3 xyxy=(336,905,509,1012)
rbi-para-2b: ಡಿಸೆಂಬರ್ 2025 ರಲ್ಲಿ ನೀತಿ ದರವನ್ನು ಕಡಿತಗೊಳಿಸಿದ ನಂತರ ಸಾಲದಲ್ಲಿ ಬಡ್ಡಿದರದಲ್ಲಿ ಬದಲಾವಣೆ ಇಲ್ಲ. ಬ್ಯಾಂಕ್ ಸಾಲಗಾರರಿಗೆ ಈ ನಿರ್ಧಾರದಿಂದ ನೇರ ಪರಿಣಾಮ ಉಂಟಾಗುವುದಿಲ್ಲ. xyxy=(40,1353,372,1377)
worker-shirt xyxy=(417,761,457,809)
governor-tie xyxy=(474,1222,485,1307)
hospitals-headline-line2: ಗರ್ಭಧಾರಣೆ ಪ್ರಕರಣಗಳ POCSO ಅಡಿ ವರದಿ ಕಡ್ಡಾಯ xyxy=(457,169,941,200)
hospitals-photo-block xyxy=(700,222,1062,442)
hospitals-para-1: ಬೆಂಗಳೂರು: ಖಾಸಗಿ ಆಸ್ಪತ್ರೆಗಳಿಗೆ ರಾಜ್ಯ ಸರ್ಕಾರ ಶಾಕ್ ನೀಡಿದ್ದು, ಅಪ್ರಾಪ್ತ ವಯಸ್ಸಿನ ಗರ್ಭಧಾರಣೆ ಪ್ರಕರಣಗಳ POCSO ಕಾಯ್ದೆಯಡಿ ವರದಿ ಮಾಡುವುದು ಕಡ್ಡಾಯವೆಂದು ಆದೇಶ ಹೊರಡಿಸಿದೆ. ಈ ಕುರಿತು ಎಲ್ಲ ಜಿಲ್ಲಾ ಆರೋಗ್ಯ ಅಧಿಕಾರಿಗಳಿಗೆ ಸುತ್ತೋಲೆ ಕಳುಹಿಸಲಾಗಿದೆ. 'ಖಾಸಗಿ ಆಸ್ಪತ್ರೆಗಳ ಪ್ರಕರಣ ಕಾಯ್ದುಕೊಂಡು ಬರುವ ಎಲ್ಲಾ ಪ್ರಕರಣಗಳನ್ನು ವಿಶೇಷವಾಗಿ ಅಪ್ರಾಪ್ತ ಮಕ್ಕಳ ಗರ್ಭಧಾರಣೆ ಪ್ರಕರಣಗಳನ್ನು ವರದಿ ಮಾಡಬೇಕು' ಎಂದು ಆದೇಶದಲ್ಲಿ ತಿಳಿಸಲಾಗಿದೆ. xyxy=(336,223,509,329)
right-para-5: 15 ವರ್ಷಗಳ ಹಿಂದೆ ಮದುವೆಯಾಗಿದ್ದ ದಂಪತಿಗೆ ಎರಡು ಮಕ್ಕಳಿದ್ದಾರೆ. ಘಟನೆಯ ನಂತರ ಮಹಿಳೆ ತಲೆಮರೆಸಿಕೊಂಡಿದ್ದು, ಬಳಿಕ ಪೊಲೀಸರ ಬಲೆಗೆ ಬಿದ್ದಳು ಎಂದು ತನಿಖಾಧಿಕಾರಿ ತಿಳಿಸಿದರು. xyxy=(1081,390,1235,442)
hospitals-body-col2 xyxy=(518,222,690,442)
crowd-person xyxy=(74,801,100,883)
photo-lpg-depot xyxy=(336,671,701,893)
person-figure xyxy=(953,284,1011,398)
crowd-head xyxy=(55,795,71,811)
crowd-head xyxy=(170,771,188,789)
